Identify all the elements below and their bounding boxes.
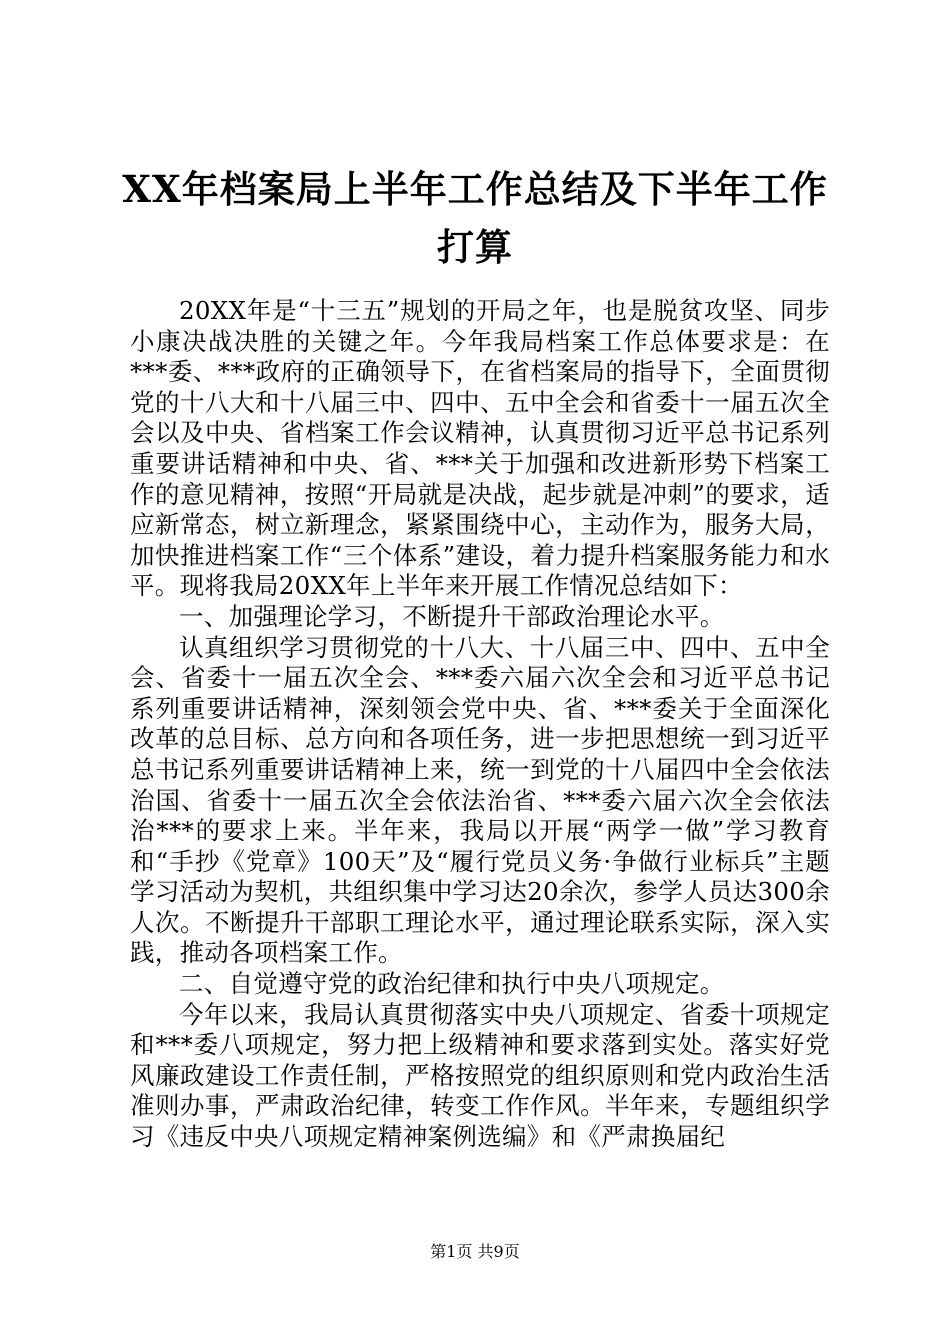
section-heading-2: 二、自觉遵守党的政治纪律和执行中央八项规定。 [179,969,725,999]
section-heading-1: 一、加强理论学习，不断提升干部政治理论水平。 [179,601,725,631]
intro-paragraph: 20XX年是“十三五”规划的开局之年，也是脱贫攻坚、同步小康决战决胜的关键之年。今年我局档案工作总体要求是：在***委、***政府的正确领导下，在省档案局的指导下，全面贯彻党的十八大和十八届三中、四中、五中全会和省委十一届五次全会以及中央、省档案工作会议精神，认真贯彻习近平总书记系列重要讲话精神和中央、省、***关于加强和改进新形势下档案工作的意见精神，按照“开局就是决战，起步就是冲刺”的要求，适应新常态，树立新理念，紧紧围绕中心，主动作为，服务大局，加快推进档案工作“三个体系”建设，着力提升档案服务能力和水平。现将我局20XX年上半年来开展工作情况总结如下： [130,296,830,601]
section-paragraph-1: 认真组织学习贯彻党的十八大、十八届三中、四中、五中全会、省委十一届五次全会、***委六届六次全会和习近平总书记系列重要讲话精神，深刻领会党中央、省、***委关于全面深化改革的总目标、总方向和各项任务，进一步把思想统一到习近平总书记系列重要讲话精神上来，统一到党的十八届四中全会依法治国、省委十一届五次全会依法治省、***委六届六次全会依法治***的要求上来。半年来，我局以开展“两学一做”学习教育和“手抄《党章》100天”及“履行党员义务·争做行业标兵”主题学习活动为契机，共组织集中学习达20余次，参学人员达300余人次。不断提升干部职工理论水平，通过理论联系实际，深入实践，推动各项档案工作。 [130,632,830,968]
page-number: 第1页 共9页 [430,1242,520,1261]
document-title: XX年档案局上半年工作总结及下半年工作打算 [122,167,828,269]
document-body [130,296,830,1153]
section-paragraph-2: 今年以来，我局认真贯彻落实中央八项规定、省委十项规定和***委八项规定，努力把上级精神和要求落到实处。落实好党风廉政建设工作责任制，严格按照党的组织原则和党内政治生活准则办事，严肃政治纪律，转变工作作风。半年来，专题组织学习《违反中央八项规定精神案例选编》和《严肃换届纪 [130,999,830,1152]
